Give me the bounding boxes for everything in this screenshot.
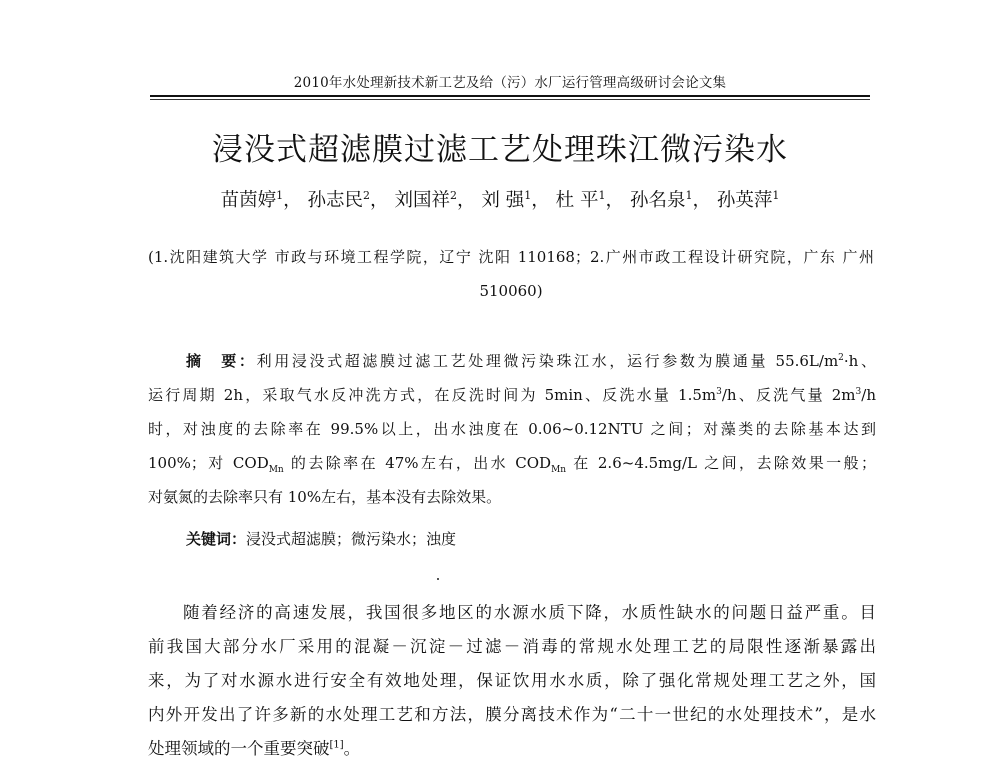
author-name: 刘国祥 <box>394 190 450 211</box>
superscript: 2 <box>838 353 844 363</box>
abstract <box>148 344 876 514</box>
author-separator: ， <box>370 190 389 211</box>
author-affiliation-mark: 2 <box>363 188 371 202</box>
author-name: 苗茵婷 <box>220 190 277 211</box>
author-affiliation-mark: 2 <box>449 188 457 202</box>
abstract-label: 摘 要： <box>186 352 257 370</box>
author-name: 孙志民 <box>307 190 364 211</box>
author-affiliation-mark: 1 <box>685 188 693 202</box>
abstract-line: 对氨氮的去除率只有 10%左右，基本没有去除效果。 <box>148 488 502 506</box>
body-text-run: 处理领域的一个重要突破 <box>148 739 330 758</box>
body-line <box>148 732 876 760</box>
abstract-text: /h、反洗气量 2m <box>721 386 856 404</box>
author-affiliation-mark: 1 <box>524 188 532 202</box>
author-separator: ， <box>283 190 302 211</box>
body-line: 随着经济的高速发展，我国很多地区的水源水质下降，水质性缺水的问题日益严重。目 <box>183 603 876 622</box>
abstract-text: 运行周期 2h，采取气水反冲洗方式，在反洗时间为 5min、反洗水量 1.5m <box>148 386 717 404</box>
running-header: 2010年水处理新技术新工艺及给（污）水厂运行管理高级研讨会论文集 <box>293 75 727 91</box>
abstract-text: ·h、 <box>843 352 876 370</box>
author-affiliation-mark: 1 <box>276 188 284 202</box>
author-6 <box>630 190 693 211</box>
abstract-text: 的去除率在 47%左右，出水 COD <box>283 454 552 472</box>
abstract-text: /h <box>861 386 876 404</box>
author-affiliation-mark: 1 <box>598 188 606 202</box>
author-separator: ， <box>456 190 476 211</box>
author-3 <box>394 190 457 211</box>
keywords <box>186 522 876 556</box>
author-4 <box>481 190 531 211</box>
abstract-line <box>148 378 876 412</box>
body-line: 内外开发出了许多新的水处理工艺和方法，膜分离技术作为“二十一世纪的水处理技术”，是水 <box>148 705 876 724</box>
abstract-line <box>148 446 876 480</box>
author-7 <box>717 190 780 211</box>
author-affiliations: (1.沈阳建筑大学 市政与环境工程学院，辽宁 沈阳 110168；2.广州市政工程设计研究院，广东 广州 510060) <box>148 248 874 300</box>
paper-title: 浸没式超滤膜过滤工艺处理珠江微污染水 <box>212 132 788 168</box>
keywords-text: 浸没式超滤膜；微污染水；浊度 <box>246 530 457 548</box>
abstract-text: 利用浸没式超滤膜过滤工艺处理微污染珠江水，运行参数为膜通量 55.6L/m <box>256 352 839 370</box>
author-list <box>100 188 900 214</box>
body-line: 来，为了对水源水进行安全有效地处理，保证饮用水水质，除了强化常规处理工艺之外，国 <box>148 671 876 690</box>
superscript: 3 <box>855 387 862 397</box>
author-name: 刘 强 <box>481 190 525 211</box>
abstract-line: 时，对浊度的去除率在 99.5%以上，出水浊度在 0.06~0.12NTU 之间；对藻类的去除基本达到 <box>148 420 876 438</box>
author-5 <box>556 190 606 211</box>
author-separator: ， <box>605 190 625 211</box>
author-separator: ， <box>531 190 550 211</box>
superscript: 3 <box>716 387 722 397</box>
header-rule-thin <box>150 99 870 100</box>
body-text <box>148 596 876 760</box>
author-2 <box>308 190 371 211</box>
header-rule-thick <box>150 95 870 97</box>
author-name: 杜 平 <box>555 190 599 211</box>
author-name: 孙名泉 <box>629 190 686 211</box>
abstract-text: 在 2.6~4.5mg/L 之间，去除效果一般； <box>566 454 876 472</box>
author-affiliation-mark: 1 <box>772 188 780 202</box>
scan-speck <box>437 578 439 580</box>
author-1 <box>221 190 284 211</box>
keywords-label: 关键词： <box>186 530 247 548</box>
citation-ref[interactable]: [1] <box>329 739 344 751</box>
body-line: 前我国大部分水厂采用的混凝－沉淀－过滤－消毒的常规水处理工艺的局限性逐渐暴露出 <box>148 637 876 656</box>
body-text-run: 。 <box>343 739 361 758</box>
abstract-line <box>148 344 876 378</box>
subscript: Mn <box>551 465 567 475</box>
author-name: 孙英萍 <box>716 190 773 211</box>
abstract-text: 100%；对 COD <box>148 454 269 472</box>
subscript: Mn <box>268 465 284 475</box>
author-separator: ， <box>692 190 711 211</box>
